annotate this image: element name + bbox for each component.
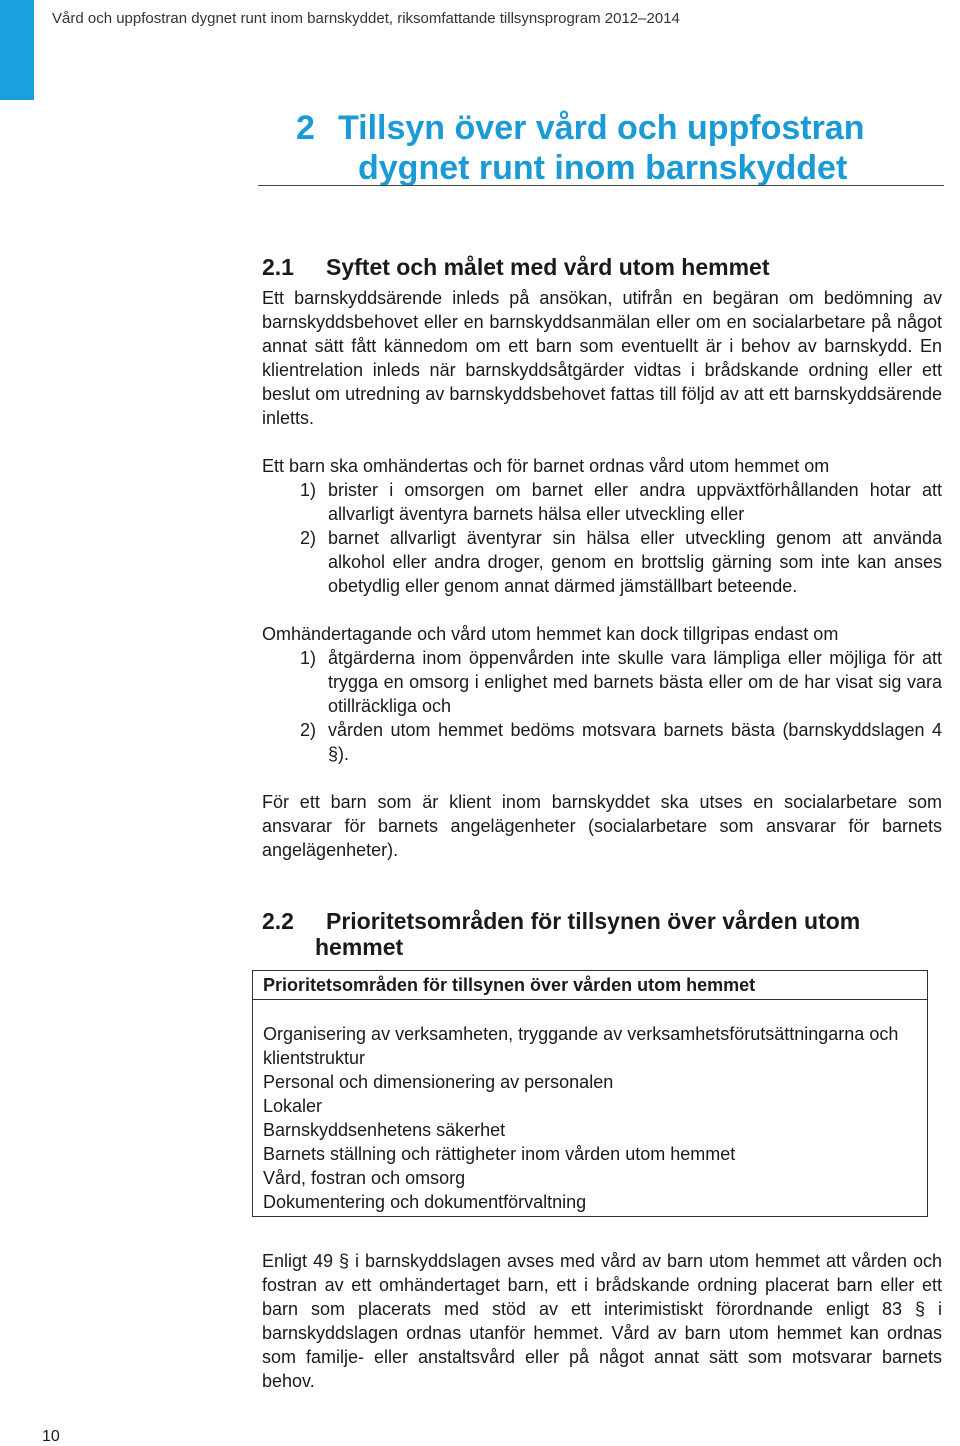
header-accent-bar <box>0 0 34 100</box>
section-number: 2.1 <box>262 254 294 280</box>
numbered-list <box>262 478 942 598</box>
list-item <box>262 526 942 598</box>
section-title-line1: Prioritetsområden för tillsynen över vården utom <box>326 908 861 934</box>
priority-areas-box <box>252 970 928 1217</box>
list-number: 1) <box>300 480 317 500</box>
running-header: Vård och uppfostran dygnet runt inom barnskyddet, riksomfattande tillsynsprogram 2012–2014 <box>52 10 680 27</box>
box-title: Prioritetsområden för tillsynen över vården utom hemmet <box>263 975 756 995</box>
paragraph-intro: Ett barn ska omhändertas och för barnet ordnas vård utom hemmet om <box>262 456 830 476</box>
list-item <box>262 646 942 718</box>
chapter-title-line2: dygnet runt inom barnskyddet <box>358 149 848 187</box>
paragraph: Enligt 49 § i barnskyddslagen avses med vård av barn utom hemmet att vården och fostran av ett omhändertaget barn, ett i brådskande ordning placerat barn eller ett barn som placerats med stöd av ett interimistiskt förordnande enligt 83 § i barnskyddslagen ordnas utanför hemmet. Vård av barn utom hemmet kan ordnas som familje- eller anstaltsvård eller på något annat sätt som motsvarar barnets behov. <box>262 1251 942 1391</box>
section-number: 2.2 <box>262 908 294 934</box>
list-number: 1) <box>300 648 317 668</box>
box-item: Barnets ställning och rättigheter inom vården utom hemmet <box>263 1144 736 1164</box>
box-item: Lokaler <box>263 1096 323 1116</box>
list-number: 2) <box>300 720 317 740</box>
box-item: Organisering av verksamheten, tryggande av verksamhetsförutsättningarna och klientstruktur <box>263 1024 899 1068</box>
chapter-title-rule <box>258 185 944 186</box>
box-item: Vård, fostran och omsorg <box>263 1168 466 1188</box>
list-text: åtgärderna inom öppenvården inte skulle vara lämpliga eller möjliga för att trygga en omsorg i enlighet med barnets bästa eller om de har visat sig vara otillräckliga och <box>328 648 942 716</box>
main-content <box>262 254 942 1393</box>
numbered-list <box>262 646 942 766</box>
list-text: vården utom hemmet bedöms motsvara barnets bästa (barnskyddslagen 4 §). <box>328 720 942 764</box>
box-item: Personal och dimensionering av personalen <box>263 1072 614 1092</box>
paragraph-intro: Omhändertagande och vård utom hemmet kan dock tillgripas endast om <box>262 624 839 644</box>
box-divider <box>253 999 927 1000</box>
section-title-line2: hemmet <box>315 934 404 960</box>
list-number: 2) <box>300 528 317 548</box>
section-title: Syftet och målet med vård utom hemmet <box>326 254 770 280</box>
section-heading-2-2 <box>262 908 942 960</box>
list-text: brister i omsorgen om barnet eller andra uppväxtförhållanden hotar att allvarligt äventyra barnets hälsa eller utveckling eller <box>328 480 942 524</box>
list-item <box>262 478 942 526</box>
box-item: Dokumentering och dokumentförvaltning <box>263 1192 587 1212</box>
list-text: barnet allvarligt äventyrar sin hälsa eller utveckling genom att använda alkohol eller andra droger, genom en brottslig gärning som inte kan anses obetydlig eller genom annat därmed jämställbart beteende. <box>328 528 942 596</box>
paragraph: Ett barnskyddsärende inleds på ansökan, utifrån en begäran om bedömning av barnskyddsbehovet eller en barnskyddsanmälan eller om en socialarbetare på något annat sätt fått kännedom om ett barn som eventuellt är i behov av barnskydd. En klientrelation inleds när barnskyddsåtgärder vidtas i brådskande ordning eller ett beslut om utredning av barnskyddsbehovet fattas till följd av att ett barnskyddsärende inletts. <box>262 288 942 428</box>
section-heading-2-1 <box>262 254 942 280</box>
list-item <box>262 718 942 766</box>
chapter-number: 2 <box>296 109 315 147</box>
paragraph: För ett barn som är klient inom barnskyddet ska utses en socialarbetare som ansvarar för barnets angelägenheter (socialarbetare som ansvarar för barnets angelägenheter). <box>262 792 942 860</box>
chapter-title-line1: Tillsyn över vård och uppfostran <box>338 109 865 147</box>
box-item: Barnskyddsenhetens säkerhet <box>263 1120 506 1140</box>
chapter-title <box>296 108 936 188</box>
page-number: 10 <box>42 1428 60 1445</box>
